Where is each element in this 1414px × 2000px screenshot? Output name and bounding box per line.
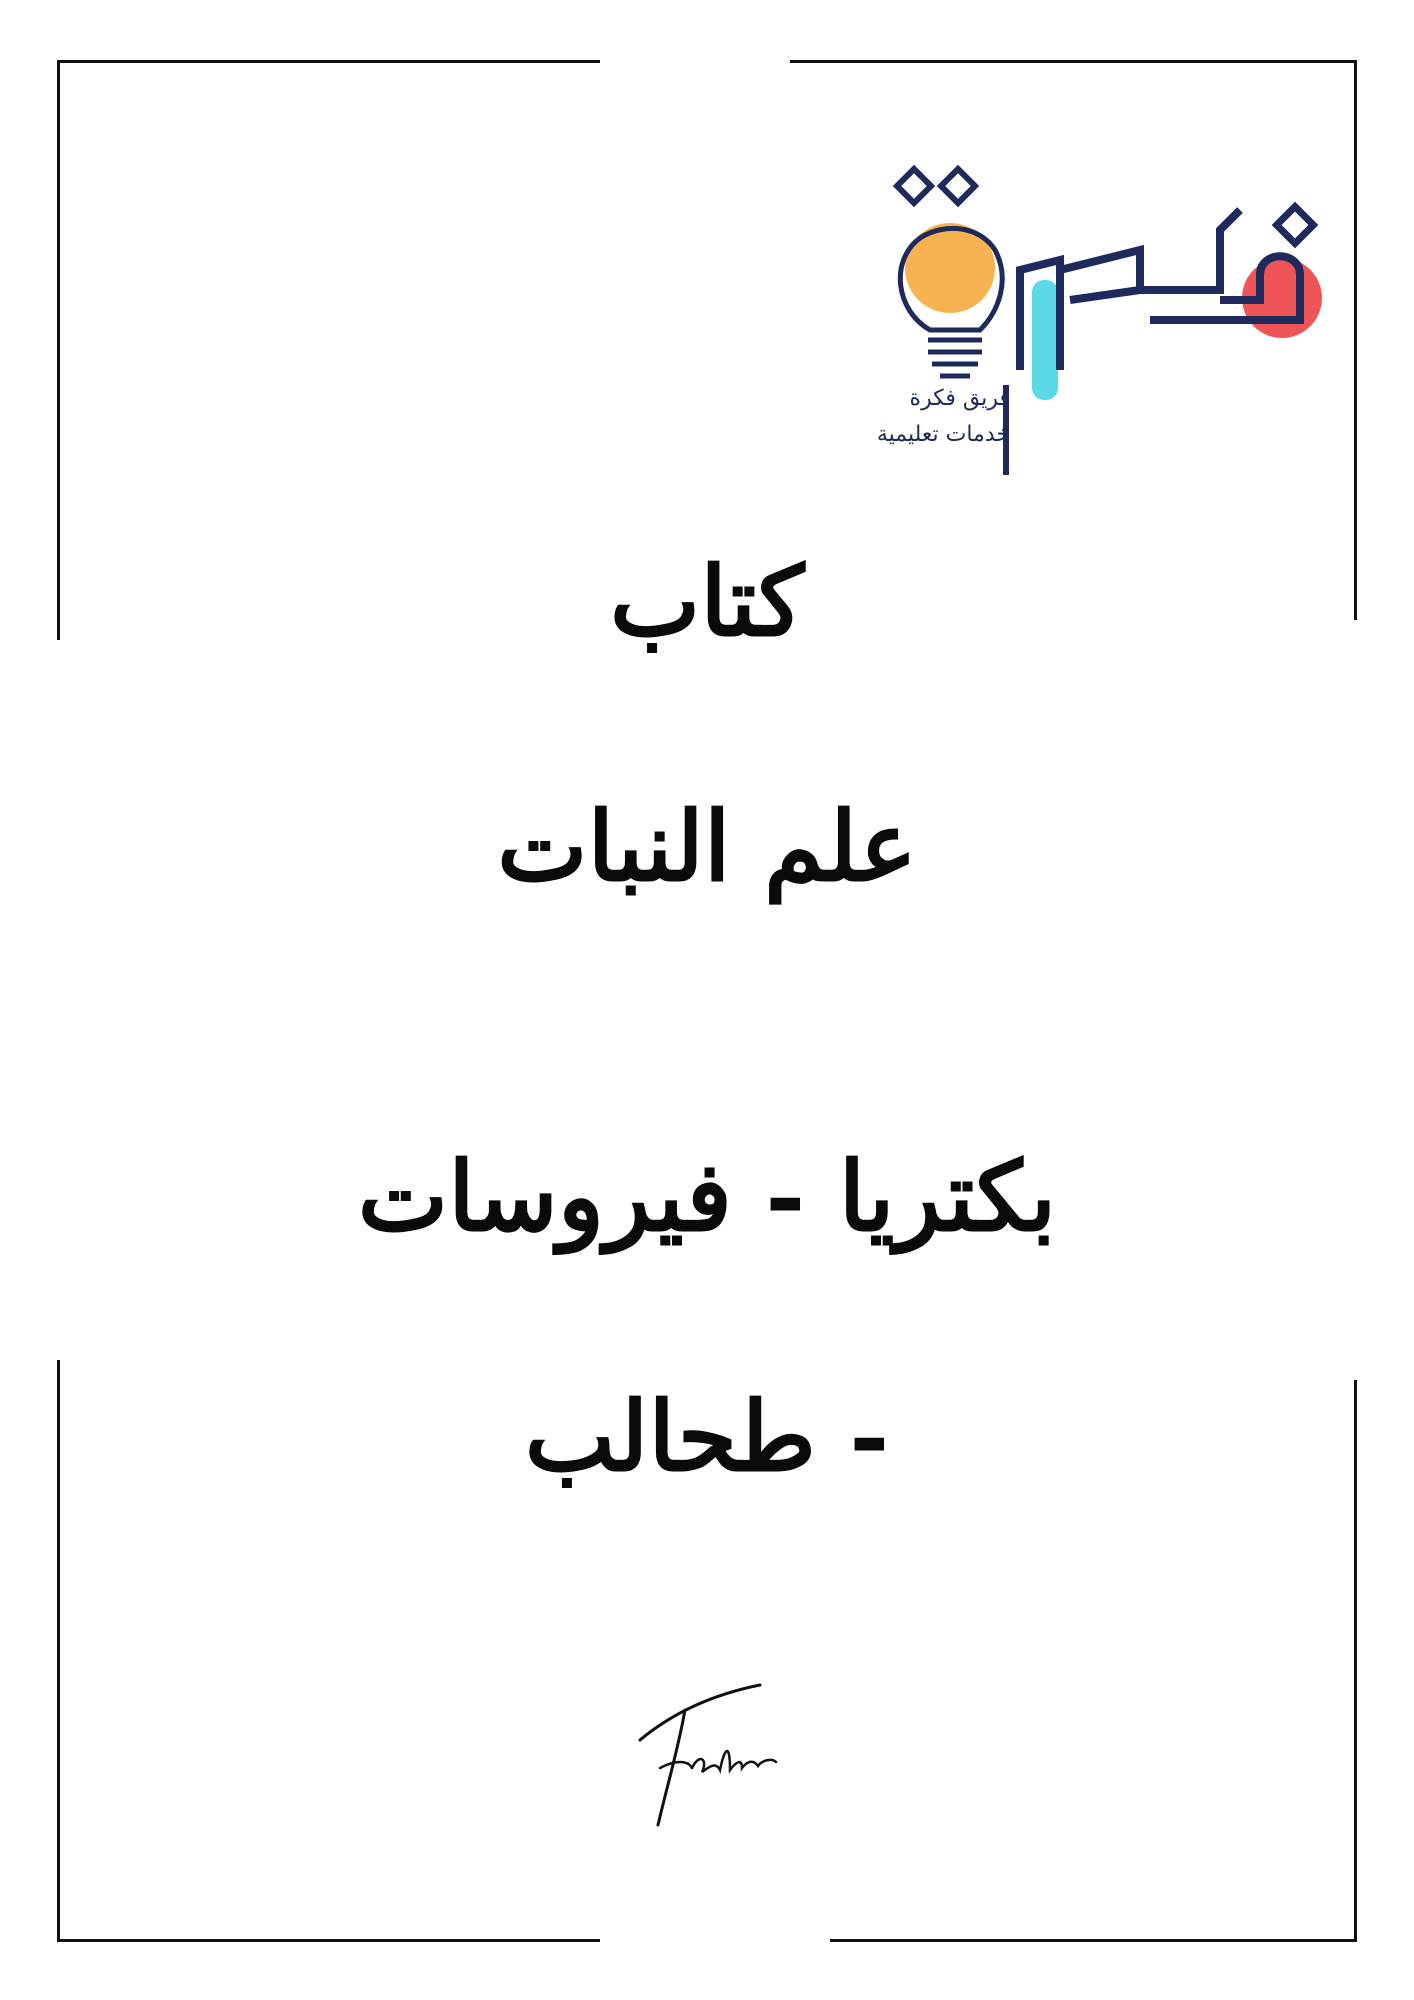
cover-title-book: كتاب xyxy=(609,545,805,658)
cover-title-topics: بكتريا - فيروسات xyxy=(357,1140,1057,1253)
brand-diamond-dot xyxy=(1277,207,1314,244)
logo-tagline-services: خدمات تعليمية xyxy=(876,422,1010,447)
signature-graphic xyxy=(630,1680,790,1830)
frame-gap-bottom xyxy=(600,1934,830,1948)
cyan-accent-bar xyxy=(1032,280,1058,400)
frame-gap-right xyxy=(1350,620,1366,1380)
fakre-signature xyxy=(630,1680,790,1830)
fekra-logo xyxy=(820,160,1340,480)
brand-letter-kaf-top xyxy=(1140,210,1240,290)
cover-title-algae: - طحالب xyxy=(524,1380,890,1493)
frame-gap-top xyxy=(600,54,790,68)
brand-letter-kaf xyxy=(1060,250,1140,300)
cover-title-subject: علم النبات xyxy=(497,790,917,903)
diamond-icon-left xyxy=(897,169,931,203)
diamond-icon-right xyxy=(941,169,975,203)
logo-tagline-team: فريق فكرة xyxy=(909,386,1010,411)
